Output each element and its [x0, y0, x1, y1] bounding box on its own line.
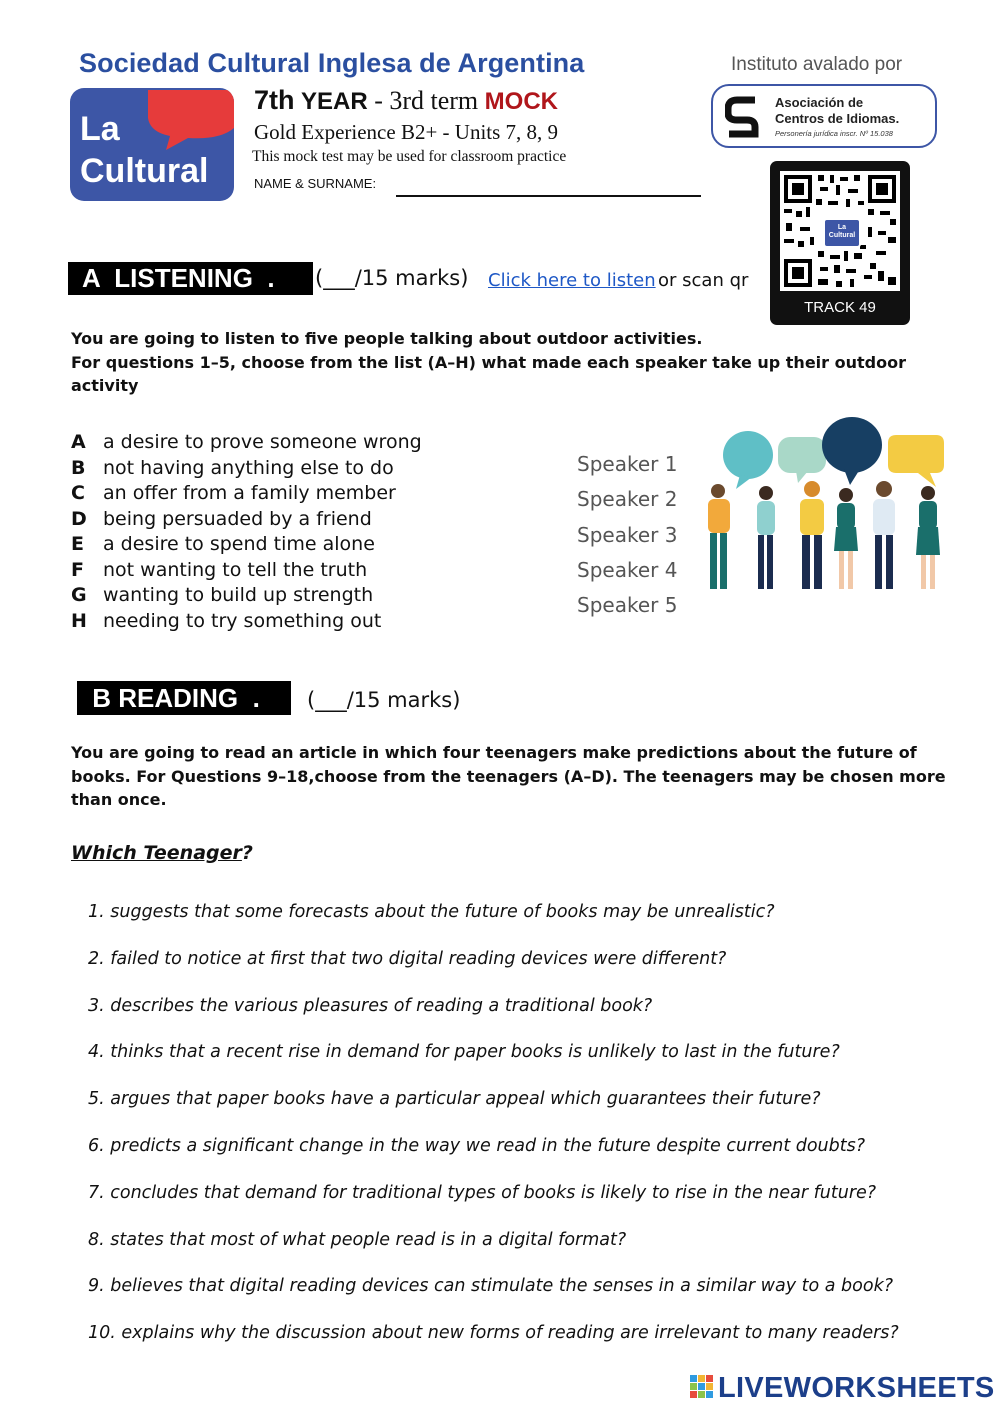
- reading-section-title: B READING .: [77, 681, 291, 715]
- list-item: E a desire to spend time alone: [71, 533, 375, 555]
- la-cultural-logo: [70, 88, 234, 201]
- scan-qr-text: or scan qr: [658, 270, 749, 291]
- reading-marks: (___/15 marks): [307, 688, 461, 712]
- logo-text-cultural: Cultural: [80, 152, 209, 190]
- question-item: 5. argues that paper books have a particular appeal which guarantees their future?: [88, 1089, 821, 1110]
- which-teenager-label: Which Teenager: [71, 842, 242, 864]
- usage-note: This mock test may be used for classroom practice: [252, 148, 567, 165]
- mock-label: MOCK: [484, 88, 558, 115]
- endorsed-label: Instituto avalado por: [731, 54, 903, 75]
- year-term-line: [254, 85, 558, 116]
- aci-logo: [711, 84, 937, 148]
- list-item: B not having anything else to do: [71, 456, 394, 479]
- listening-instructions: [71, 327, 951, 398]
- which-teenager-suffix: ?: [241, 842, 253, 864]
- listening-section-title: A LISTENING .: [68, 262, 313, 295]
- aci-line-2: Centros de Idiomas.: [775, 111, 900, 126]
- list-item: F not wanting to tell the truth: [71, 558, 368, 581]
- liveworksheets-text: LIVEWORKSHEETS: [718, 1372, 995, 1404]
- list-item: G wanting to build up strength: [71, 584, 374, 606]
- aci-line-1: Asociación de: [775, 95, 864, 110]
- qr-code[interactable]: [780, 171, 900, 291]
- question-item: 6. predicts a significant change in the way we read in the future despite current doubts?: [88, 1135, 866, 1156]
- aci-line-3: Personería jurídica inscr. Nº 15.038: [775, 129, 893, 138]
- book-units: Gold Experience B2+ - Units 7, 8, 9: [254, 120, 559, 144]
- question-item: 4. thinks that a recent rise in demand for paper books is unlikely to last in the future?: [88, 1042, 840, 1063]
- qr-logo-badge: [823, 218, 861, 248]
- question-item: 3. describes the various pleasures of reading a traditional book?: [88, 995, 653, 1016]
- which-teenager-heading: [71, 842, 253, 864]
- reading-questions: [88, 889, 899, 1357]
- question-item: 2. failed to notice at first that two digital reading devices were different?: [88, 948, 727, 969]
- speaker-label: Speaker 5: [577, 593, 678, 618]
- list-item: C an offer from a family member: [71, 482, 396, 504]
- track-label: TRACK 49: [804, 299, 876, 316]
- speaker-label: Speaker 3: [577, 522, 678, 547]
- organization-title: Sociedad Cultural Inglesa de Argentina: [79, 48, 585, 78]
- listening-options: [71, 430, 422, 634]
- qr-code-card[interactable]: [770, 161, 910, 325]
- logo-text-la: La: [80, 110, 120, 148]
- listening-instruction-2: For questions 1–5, choose from the list (A–H) what made each speaker take up their outdoor activity: [71, 352, 906, 395]
- question-item: 7. concludes that demand for traditional types of books is likely to rise in the near future?: [88, 1182, 877, 1203]
- listening-marks: (___/15 marks): [315, 266, 469, 290]
- question-item: 10. explains why the discussion about new forms of reading are irrelevant to many readers?: [88, 1323, 899, 1344]
- list-item: H needing to try something out: [71, 609, 382, 632]
- people-talking-illustration: [700, 415, 952, 600]
- question-item: 8. states that most of what people read is in a digital format?: [88, 1229, 627, 1250]
- speaker-label: Speaker 4: [577, 557, 678, 582]
- aci-mark-icon: [725, 96, 759, 138]
- question-item: 1. suggests that some forecasts about the future of books may be unrealistic?: [88, 902, 775, 922]
- speaker-label: Speaker 2: [577, 487, 678, 512]
- question-item: 9. believes that digital reading devices can stimulate the senses in a similar way to a book?: [88, 1276, 893, 1297]
- listen-link[interactable]: Click here to listen: [488, 270, 656, 291]
- year-number: 7th: [254, 85, 295, 115]
- list-item: D being persuaded by a friend: [71, 507, 372, 530]
- speaker-label: Speaker 1: [577, 452, 678, 476]
- year-label: YEAR: [301, 88, 368, 115]
- list-item: A a desire to prove someone wrong: [71, 431, 422, 453]
- term-label: - 3rd term: [367, 86, 485, 115]
- liveworksheets-icon: [690, 1375, 714, 1403]
- listening-instruction-1: You are going to listen to five people talking about outdoor activities.: [71, 329, 703, 348]
- name-surname-label: NAME & SURNAME:: [254, 176, 377, 191]
- speaker-list: [577, 447, 677, 623]
- reading-instruction: You are going to read an article in which four teenagers make predictions about the future of books. For Questions 9–18,choose from the teenagers (A–D). The teenagers may be chosen more than once.: [71, 743, 946, 809]
- qr-badge-line-1: La: [837, 224, 847, 231]
- name-surname-field[interactable]: [396, 195, 701, 197]
- qr-badge-line-2: Cultural: [828, 232, 856, 239]
